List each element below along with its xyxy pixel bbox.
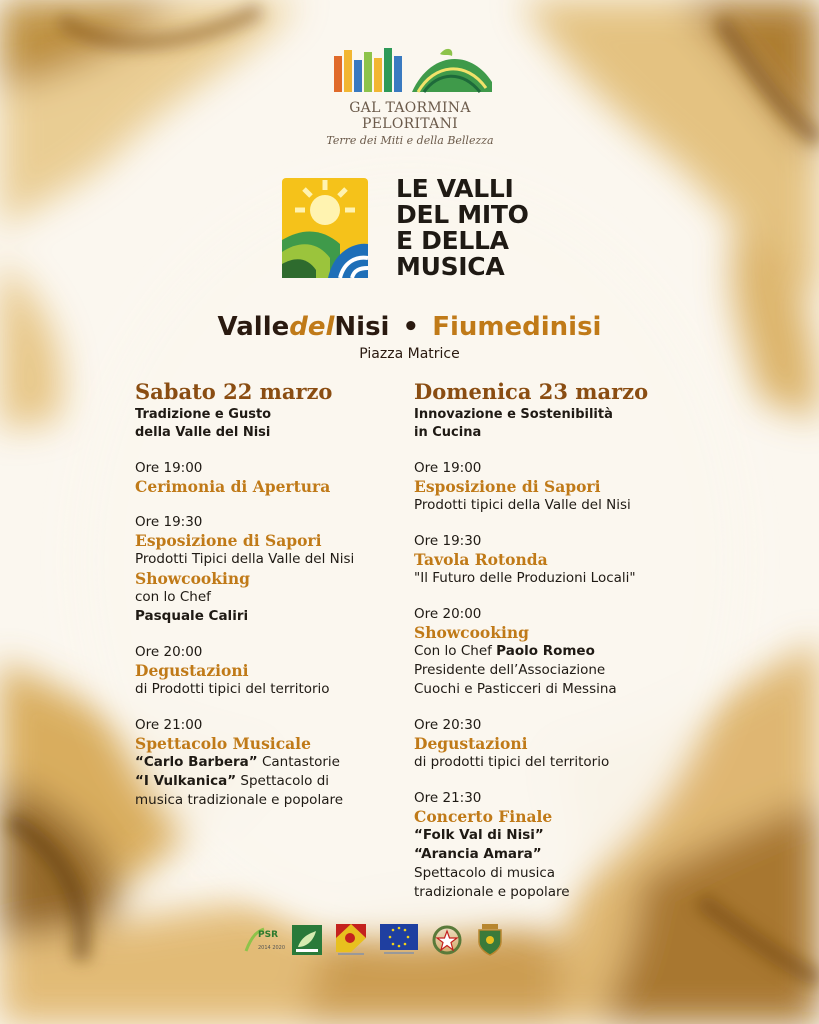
gal-tagline: Terre dei Miti e della Bellezza <box>326 134 494 147</box>
day-column-saturday <box>135 380 405 810</box>
footer-logos <box>244 924 504 956</box>
psr-text: PSR <box>258 930 279 940</box>
event-heading: Cerimonia di Apertura <box>135 477 331 496</box>
location-separator: • <box>402 312 420 342</box>
leader-logo-icon <box>292 925 322 955</box>
project-title-line: MUSICA <box>396 252 505 281</box>
venue: Piazza Matrice <box>359 346 460 362</box>
event-time: Ore 19:00 <box>414 460 482 476</box>
event-heading: Tavola Rotonda <box>414 550 548 569</box>
event-detail-line <box>414 642 714 661</box>
event-time: Ore 19:00 <box>135 460 203 476</box>
valle-del: del <box>289 312 335 342</box>
event-detail: musica tradizionale e popolare <box>135 792 344 808</box>
event-item <box>135 460 405 496</box>
event-time: Ore 20:00 <box>135 644 203 660</box>
gal-mountains-icon <box>320 42 500 96</box>
eu-flag-logo-icon <box>380 924 418 956</box>
day-theme: Innovazione e Sostenibilità in Cucina <box>414 407 613 440</box>
event-highlight: “Arancia Amara” <box>414 846 542 862</box>
event-detail-line <box>135 753 405 772</box>
event-item <box>414 717 714 772</box>
event-detail: tradizionale e popolare <box>414 884 570 900</box>
event-time: Ore 21:30 <box>414 790 482 806</box>
event-highlight: “I Vulkanica” <box>135 773 237 789</box>
sun-hills-icon <box>282 178 368 278</box>
event-detail-suffix: Cantastorie <box>257 754 340 770</box>
event-highlight: “Carlo Barbera” <box>135 754 258 770</box>
event-detail: Prodotti Tipici della Valle del Nisi <box>135 551 355 567</box>
event-time: Ore 20:30 <box>414 717 482 733</box>
event-heading: Esposizione di Sapori <box>414 477 601 496</box>
psr-years: 2014 2020 <box>258 945 286 951</box>
italian-republic-emblem-icon <box>432 925 462 955</box>
location-title <box>0 312 819 342</box>
gal-name: GAL TAORMINA PELORITANI <box>349 100 471 132</box>
event-item <box>414 606 714 699</box>
event-highlight: “Folk Val di Nisi” <box>414 827 544 843</box>
event-detail: con lo Chef <box>135 589 211 605</box>
valle-prefix: Valle <box>217 312 290 342</box>
event-heading: Showcooking <box>135 569 250 588</box>
event-time: Ore 21:00 <box>135 717 203 733</box>
event-detail: "Il Futuro delle Produzioni Locali" <box>414 570 636 586</box>
project-title <box>396 176 529 280</box>
event-heading: Showcooking <box>414 623 529 642</box>
event-detail: di Prodotti tipici del territorio <box>135 681 330 697</box>
municipal-crest-icon <box>476 924 504 956</box>
event-item <box>414 533 714 588</box>
event-detail: Cuochi e Pasticceri di Messina <box>414 681 617 697</box>
event-item <box>135 717 405 810</box>
event-time: Ore 19:30 <box>414 533 482 549</box>
event-heading: Concerto Finale <box>414 807 553 826</box>
event-heading: Esposizione di Sapori <box>135 531 322 550</box>
event-detail: Spettacolo di musica <box>414 865 556 881</box>
event-item <box>135 514 405 626</box>
event-detail: di prodotti tipici del territorio <box>414 754 610 770</box>
event-detail: Presidente dell’Associazione <box>414 662 606 678</box>
event-heading: Degustazioni <box>414 734 528 753</box>
event-item <box>414 790 714 902</box>
day-title: Sabato 22 marzo <box>135 379 333 404</box>
event-detail-prefix: Con lo Chef <box>414 643 497 659</box>
event-time: Ore 19:30 <box>135 514 203 530</box>
project-title-line: LE VALLI <box>396 174 514 203</box>
event-detail-line <box>135 772 405 791</box>
event-highlight: Pasquale Caliri <box>135 608 249 624</box>
project-title-line: E DELLA <box>396 226 509 255</box>
event-detail: Prodotti tipici della Valle del Nisi <box>414 497 631 513</box>
valle-name: Nisi <box>334 312 390 342</box>
event-item <box>414 460 714 515</box>
location-header <box>0 312 819 362</box>
day-title: Domenica 23 marzo <box>414 379 649 404</box>
town-name: Fiumedinisi <box>432 312 602 342</box>
event-time: Ore 20:00 <box>414 606 482 622</box>
valli-logo <box>282 176 529 280</box>
day-theme: Tradizione e Gusto della Valle del Nisi <box>135 407 272 440</box>
regione-sicilia-logo-icon <box>336 924 366 956</box>
event-heading: Degustazioni <box>135 661 249 680</box>
day-column-sunday <box>414 380 714 902</box>
project-title-line: DEL MITO <box>396 200 529 229</box>
event-heading: Spettacolo Musicale <box>135 734 311 753</box>
gal-logo <box>300 42 520 147</box>
psr-logo-icon <box>244 925 286 955</box>
event-detail-suffix: Spettacolo di <box>236 773 330 789</box>
event-highlight: Paolo Romeo <box>496 643 595 659</box>
event-item <box>135 644 405 699</box>
